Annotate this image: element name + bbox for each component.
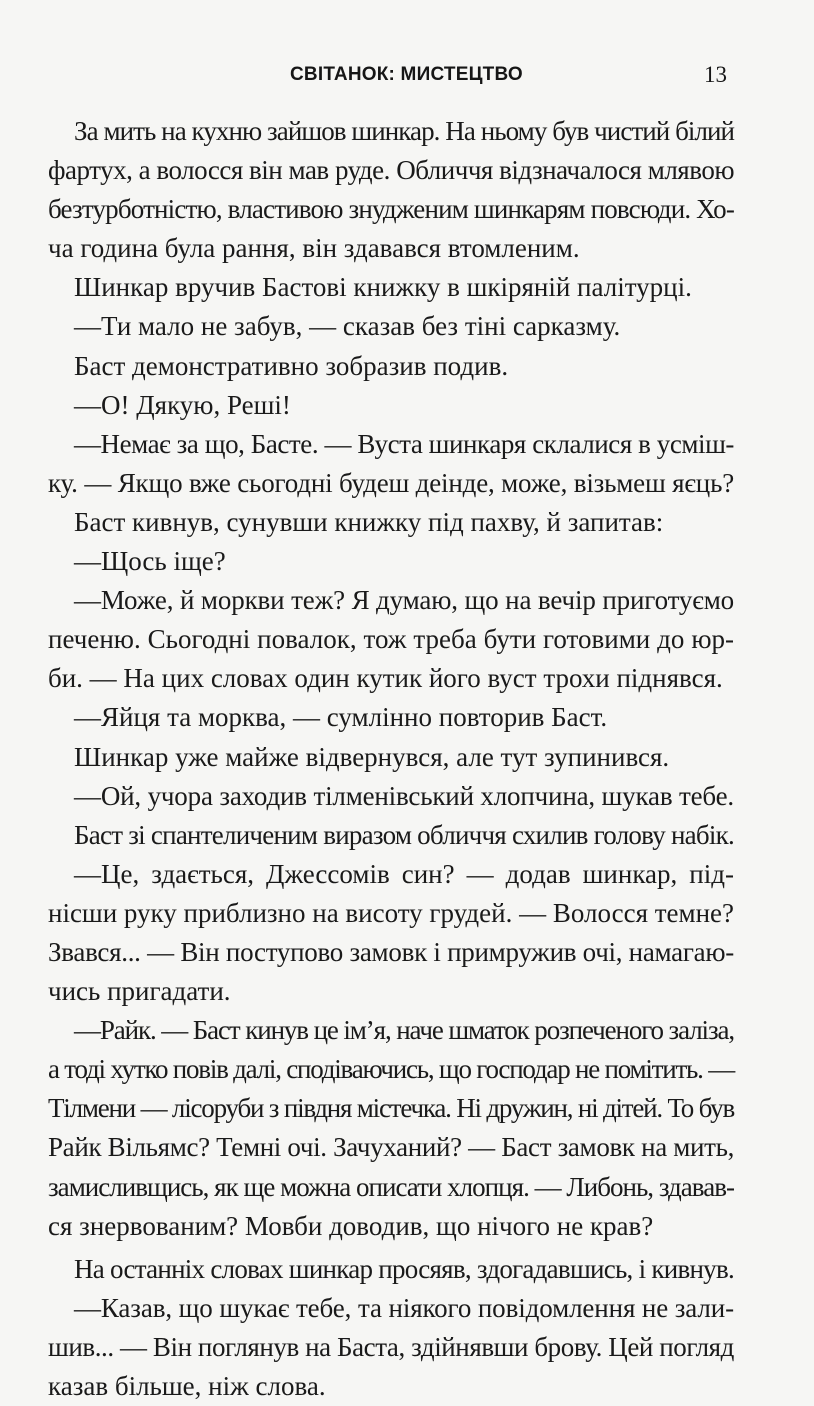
text-line: Баст демонстративно зобразив подив.: [74, 350, 509, 381]
text-line: —Ой, учора заходив тілменівський хлопчина, шукав тебе.: [74, 780, 734, 811]
text-line: замисливщись, як ще можна описати хлопця. — Либонь, здавав-: [48, 1171, 734, 1202]
text-line: За мить на кухню зайшов шинкар. На ньому був чистий білий: [74, 116, 735, 146]
text-line: Баст зі спантеличеним виразом обличчя схилив голову набік.: [74, 819, 734, 850]
text-line: ча година була рання, він здавався втомленим.: [48, 233, 580, 264]
text-line: нісши руку приблизно на висоту грудей. — Волосся темне?: [48, 897, 735, 928]
text-line: казав більше, ніж слова.: [48, 1371, 326, 1401]
text-line: —Щось іще?: [74, 546, 226, 577]
text-line: Баст кивнув, сунувши книжку під пахву, й запитав:: [74, 506, 664, 537]
text-line: —Може, й моркви теж? Я думаю, що на вечір приготуємо: [74, 585, 735, 616]
text-line: На останніх словах шинкар просяяв, здогадавшись, і кивнув.: [74, 1253, 734, 1284]
body-text: [48, 112, 734, 1406]
text-line: Шинкар уже майже відвернувся, але тут зупинився.: [74, 741, 670, 772]
text-line: Звався... — Він поступово замовк і примружив очі, намагаю-: [48, 936, 735, 967]
text-line: чись пригадати.: [48, 976, 231, 1007]
text-line: —Ти мало не забув, — сказав без тіні сарказму.: [74, 311, 621, 342]
page-number: 13: [704, 62, 727, 87]
text-line: —Казав, що шукає тебе, та ніякого повідомлення не зали-: [74, 1292, 734, 1323]
running-title: СВІТАНОК: МИСТЕЦТВО: [290, 64, 523, 85]
text-line: печеню. Сьогодні повалок, тож треба бути готовими до юр-: [48, 624, 734, 655]
text-line: ку. — Якщо вже сьогодні будеш деінде, може, візьмеш яєць?: [48, 467, 735, 498]
text-line: ся знервованим? Мовби доводив, що нічого не крав?: [48, 1210, 654, 1241]
text-line: —Немає за що, Басте. — Вуста шинкаря склалися в усміш-: [74, 428, 734, 459]
text-line: Шинкар вручив Бастові книжку в шкіряній палітурці.: [74, 272, 692, 303]
text-line: Тілмени — лісоруби з півдня містечка. Ні дружин, ні дітей. То був: [48, 1093, 734, 1124]
text-line: шив... — Він поглянув на Баста, здійнявши брову. Цей погляд: [48, 1331, 734, 1362]
text-line: а тоді хутко повів далі, сподіваючись, що господар не помітить. —: [48, 1054, 734, 1085]
running-head: [0, 62, 814, 92]
text-line: —Яйця та морква, — сумлінно повторив Баст.: [74, 702, 608, 733]
text-line: —Райк. — Баст кинув це ім’я, наче шматок розпеченого заліза,: [74, 1015, 734, 1046]
text-line: Райк Вільямс? Темні очі. Зачуханий? — Баст замовк на мить,: [48, 1132, 735, 1163]
text-line: —Це, здається, Джессомів син? — додав шинкар, під-: [74, 858, 734, 889]
text-line: би. — На цих словах один кутик його вуст трохи піднявся.: [48, 663, 723, 694]
text-line: безтурботністю, властивою знудженим шинкарям повсюди. Хо-: [48, 194, 734, 225]
text-line: —О! Дякую, Реші!: [74, 389, 291, 420]
text-line: фартух, а волосся він мав руде. Обличчя відзначалося млявою: [48, 155, 735, 186]
